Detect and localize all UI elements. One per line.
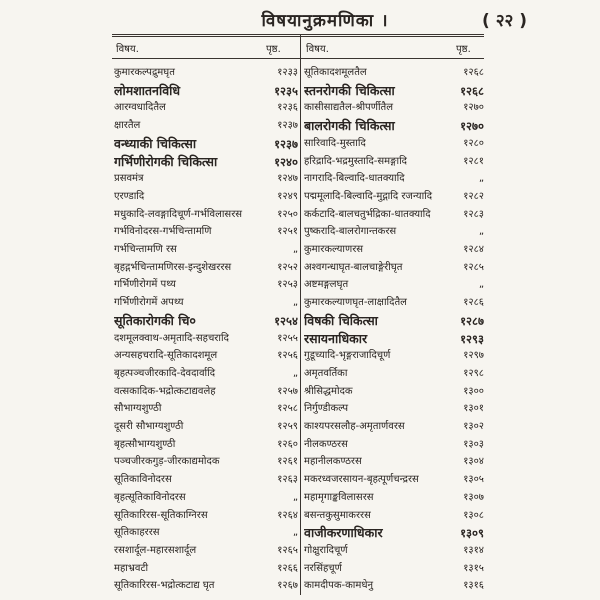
left-entry-title: पञ्चजीरकगुड़-जीरकाद्यमोदक	[114, 456, 220, 468]
right-entry-title: अष्टमङ्गलघृत	[304, 279, 349, 291]
left-entry-page: १२५२	[277, 261, 298, 273]
right-entry-title: कर्कटादि-बालचतुर्भद्रिका-धातक्यादि	[304, 208, 431, 220]
left-entry-title: गर्भचिन्तामणि रस	[114, 244, 177, 255]
right-entry-page: „	[478, 279, 484, 291]
left-entry-page: १२६१	[277, 456, 298, 468]
header-rule	[112, 34, 484, 35]
right-entry-page: १३१४	[463, 544, 484, 556]
column-header-rule	[112, 58, 484, 59]
right-entry-page: „	[478, 173, 484, 185]
left-entry-page: „	[292, 244, 298, 255]
right-entry-title: कामदीपक-कामधेनु	[304, 580, 374, 592]
left-entry-page: १२६६	[277, 562, 298, 574]
left-entry-page: १२५३	[277, 279, 298, 291]
right-entry-page: १२८२	[463, 190, 484, 202]
right-entry-title: स्तनरोगकी चिकित्सा	[304, 82, 395, 98]
right-entry-title: गुडूच्यादि-भृङ्गराजादिचूर्ण	[304, 350, 391, 362]
left-entry-title: बृहद्गर्भचिन्तामणिरस-इन्दुशेखररस	[114, 261, 232, 273]
left-entry-page: १२४७	[277, 173, 298, 185]
right-entry-title: सूतिकादशमूलतैल	[304, 67, 367, 78]
right-entry-page: १३००	[463, 385, 484, 397]
left-entry-title: बृहत्पञ्चजीरकादि-देवदार्वादि	[114, 367, 216, 379]
left-entry-title: महाभ्रवटी	[114, 562, 149, 574]
right-entry-page: १२८७	[460, 313, 484, 328]
left-entry-page: „	[292, 297, 298, 309]
right-entry-title: बसन्तकुसुमाकररस	[304, 509, 371, 521]
left-entry-title: दशमूलक्वाथ-अमृतादि-सहचरादि	[114, 332, 229, 344]
left-entry-title: सूतिकारिरस-सूतिकाग्निरस	[114, 509, 208, 521]
left-entry-title: क्षारतैल	[114, 120, 141, 132]
left-entry-title: प्रसवमंत्र	[114, 173, 144, 185]
right-entry-title: गोक्षुरादिचूर्ण	[304, 544, 348, 556]
left-entry-title: सौभाग्यशुण्ठी	[114, 403, 162, 415]
left-entry-page: „	[292, 367, 298, 379]
left-entry-title: सूतिकारोगकी चि०	[114, 312, 196, 328]
left-entry-page: १२५०	[277, 208, 298, 220]
left-entry-page: १२४९	[277, 190, 298, 202]
right-entry-title: निर्गुण्डीकल्प	[304, 403, 349, 415]
left-entry-page: १२५७	[277, 385, 298, 397]
left-entry-page: „	[292, 491, 298, 503]
right-entry-page: १३०४	[463, 456, 484, 468]
page-number: ( २२ )	[482, 11, 528, 31]
right-entry-title: काश्यपरसलौह-अमृतार्णवरस	[304, 421, 405, 432]
right-entry-title: मकरध्वजरसायन-बृहत्पूर्णचन्द्ररस	[304, 474, 419, 486]
left-entry-title: गर्भविनोदरस-गर्भचिन्तामणि	[114, 226, 212, 238]
right-entry-page: १३०७	[463, 491, 484, 503]
left-entry-title: सूतिकारिरस-भद्रोत्कटाद्य घृत	[114, 580, 215, 592]
left-entry-page: १२६७	[277, 580, 298, 592]
left-entry-title: गर्भिणीरोगमें अपथ्य	[114, 297, 184, 309]
right-entry-title: विषकी चिकित्सा	[304, 312, 378, 328]
right-entry-page: „	[478, 226, 484, 238]
right-entry-page: १२६८	[463, 67, 484, 78]
right-entry-title: नागरादि-बिल्वादि-धातक्यादि	[304, 173, 405, 185]
right-entry-page: १३०१	[463, 403, 484, 415]
left-entry-page: १२५४	[274, 313, 298, 328]
left-entry-title: मधुकादि-लवङ्गादिचूर्ण-गर्भविलासरस	[114, 208, 243, 220]
left-entry-title: बृहत्सूतिकाविनोदरस	[114, 491, 186, 503]
page-header	[0, 4, 600, 38]
right-entry-page: १२८४	[463, 244, 484, 255]
right-entry-title: महामृगाङ्कविलासरस	[304, 491, 374, 503]
left-entry-page: १२५८	[277, 403, 298, 415]
right-entry-page: १२८५	[463, 261, 484, 273]
right-entry-title: हरिद्रादि-भद्रमुस्तादि-समङ्गादि	[304, 155, 407, 167]
left-entry-page: „	[292, 527, 298, 539]
left-entry-page: १२५९	[277, 421, 298, 432]
right-entry-title: नरसिंहचूर्ण	[304, 562, 342, 574]
right-entry-page: १३१५	[463, 562, 484, 574]
right-entry-title: कासीसाद्यतैल-श्रीपर्णीतैल	[304, 102, 394, 114]
right-entry-page: १२८३	[463, 208, 484, 220]
right-entry-title: अश्वगन्धाघृत-बालचाङ्गेरीघृत	[304, 261, 403, 273]
right-entry-title: नीलकण्ठरस	[304, 438, 348, 450]
right-entry-title: बालरोगकी चिकित्सा	[304, 118, 395, 134]
left-entry-page: १२६०	[277, 438, 298, 450]
left-entry-title: गर्भिणीरोगकी चिकित्सा	[114, 153, 218, 169]
right-entry-title: श्रीसिद्धमोदक	[304, 385, 353, 397]
right-entry-page: १२९३	[460, 331, 484, 346]
right-subject-heading: विषय.	[306, 44, 329, 55]
right-entry-title: अमृतवर्तिका	[304, 367, 348, 379]
left-entry-page: १२६४	[277, 509, 298, 521]
right-page-heading: पृष्ठ.	[456, 44, 471, 55]
left-page-heading: पृष्ठ.	[266, 44, 281, 55]
left-entry-page: १२५१	[277, 226, 298, 238]
right-entry-title: पुष्करादि-बालरोगान्तकरस	[304, 226, 397, 238]
right-entry-title: पद्ममूलादि-बिल्वादि-मुद्गादि रजन्यादि	[304, 190, 433, 202]
left-entry-title: सूतिकाहररस	[114, 527, 160, 539]
right-entry-title: वाजीकरणाधिकार	[304, 525, 383, 541]
left-entry-page: १२३६	[277, 102, 298, 114]
right-entry-page: १३०९	[460, 526, 484, 541]
right-entry-page: १२७०	[460, 119, 484, 134]
left-entry-title: बृहत्सौभाग्यशुण्ठी	[114, 438, 176, 450]
header-rule-double	[112, 36, 484, 37]
right-entry-page: १२९७	[463, 350, 484, 362]
right-entry-page: १२६८	[460, 83, 484, 98]
left-entry-page: १२३७	[274, 136, 298, 151]
left-entry-title: अन्यसहचरादि-सूतिकादशमूल	[114, 350, 218, 362]
right-entry-title: कुमारकल्याणरस	[304, 244, 364, 255]
left-entry-title: लोमशातनविधि	[114, 82, 181, 98]
right-entry-page: १२८६	[463, 297, 484, 309]
right-entry-page: १३०८	[463, 509, 484, 521]
left-entry-page: १२४०	[274, 154, 298, 169]
left-entry-title: वन्ध्याकी चिकित्सा	[114, 135, 197, 151]
left-entry-title: एरण्डादि	[114, 190, 145, 202]
right-entry-page: १२८०	[463, 137, 484, 149]
right-entry-title: कुमारकल्याणघृत-लाक्षादितैल	[304, 297, 407, 309]
left-entry-title: गर्भिणीरोगमें पथ्य	[114, 279, 176, 291]
right-entry-page: १३०२	[463, 421, 484, 432]
right-entry-title: महानीलकण्ठरस	[304, 456, 362, 468]
left-entry-title: दूसरी सौभाग्यशुण्ठी	[114, 421, 184, 432]
left-entry-title: रसशार्दूल-महारसशार्दूल	[114, 544, 197, 556]
right-entry-title: रसायनाधिकार	[304, 330, 368, 346]
column-divider	[300, 35, 301, 595]
left-entry-page: १२६५	[277, 544, 298, 556]
left-subject-heading: विषय.	[116, 44, 139, 55]
left-entry-page: १२३५	[274, 83, 298, 98]
right-entry-page: १२७०	[463, 102, 484, 114]
left-entry-page: १२३३	[277, 67, 298, 78]
right-entry-page: १३०५	[463, 474, 484, 486]
page-title: विषयानुक्रमणिका ।	[261, 11, 389, 31]
left-entry-page: १२३७	[277, 120, 298, 132]
left-entry-page: १२६३	[277, 474, 298, 486]
left-entry-title: कुमारकल्पद्रुमघृत	[114, 67, 175, 78]
right-entry-page: १३१६	[463, 580, 484, 592]
left-entry-title: सूतिकाविनोदरस	[114, 474, 172, 486]
left-entry-page: १२५५	[277, 332, 298, 344]
left-entry-title: वत्सकादिक-भद्रोत्कटाद्यवलेह	[114, 385, 216, 397]
right-entry-page: १२९८	[463, 367, 484, 379]
right-entry-page: १३०३	[463, 438, 484, 450]
right-entry-page: १२८१	[463, 155, 484, 167]
left-entry-title: आरग्वधादितैल	[114, 102, 166, 114]
right-entry-title: सारिवादि-मुस्तादि	[304, 137, 366, 149]
left-entry-page: १२५६	[277, 350, 298, 362]
